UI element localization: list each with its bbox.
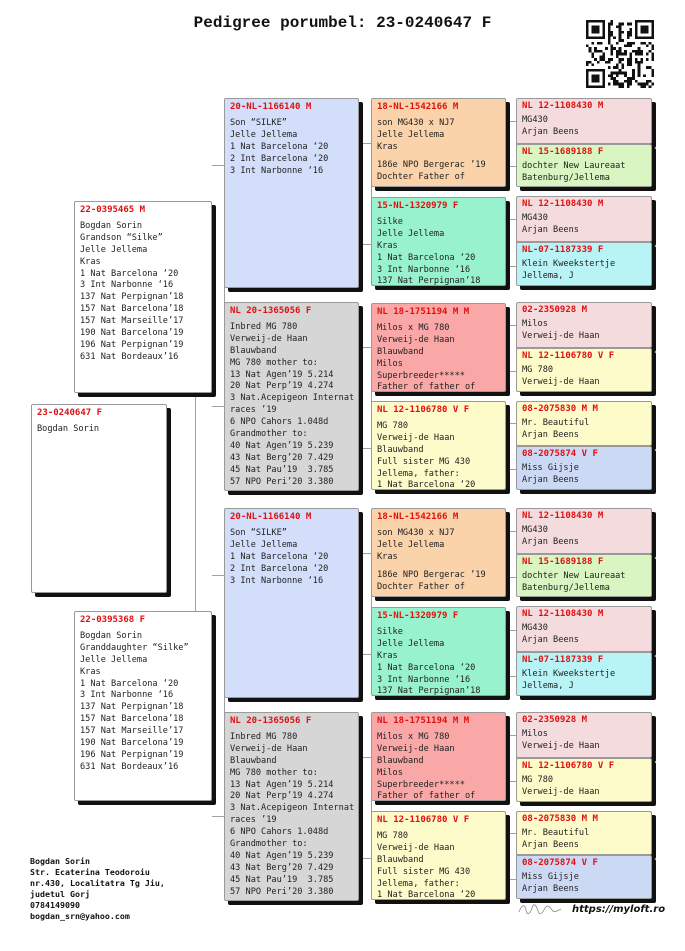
parent-card-sire[interactable] xyxy=(74,201,212,393)
pedigree-line: Verweij-de Haan xyxy=(377,842,455,853)
pedigree-line: 3 Int Narbonne ‘16 xyxy=(230,165,324,176)
pedigree-line: Inbred MG 780 xyxy=(230,321,298,332)
pedigree-line: Milos x MG 780 xyxy=(377,731,450,742)
signature-icon xyxy=(517,902,563,916)
pedigree-line: Kras xyxy=(80,666,101,677)
pedigree-line: 2 Int Barcelona ‘20 xyxy=(230,153,329,164)
pedigree-line: 137 Nat Perpignan’18 xyxy=(377,686,481,696)
pedigree-line: Son “SILKE” xyxy=(230,117,287,128)
gen4-lines xyxy=(522,259,646,283)
pedigree-line: races ’19 xyxy=(230,815,277,826)
pedigree-line: Mr. Beautiful xyxy=(522,827,590,838)
ggp-ring: 15-NL-1320979 F xyxy=(377,201,459,211)
pedigree-line: 1 Nat Barcelona ‘20 xyxy=(377,662,476,673)
pedigree-line: MG 780 mother to: xyxy=(230,357,318,368)
pedigree-line: Miss Gijsje xyxy=(522,462,579,473)
grandparent-lines xyxy=(230,322,353,489)
parent-lines xyxy=(80,631,206,774)
pedigree-line: Miss Gijsje xyxy=(522,871,579,882)
pedigree-line: 186e NPO Bergerac ’19 xyxy=(377,569,486,580)
gen4-card[interactable] xyxy=(516,652,652,696)
pedigree-line: 631 Nat Bordeaux’16 xyxy=(80,351,179,362)
pedigree-line: 3 Nat.Acepigeon Internat xyxy=(230,803,355,814)
gen4-lines xyxy=(522,669,646,693)
pedigree-line: Silke xyxy=(377,216,403,227)
pedigree-line: 3 Nat.Acepigeon Internat xyxy=(230,393,355,404)
pedigree-line: Full sister MG 430 xyxy=(377,456,471,467)
great-grandparent-card[interactable] xyxy=(371,98,506,187)
pedigree-line: Jelle Jellema xyxy=(377,539,445,550)
pedigree-line: MG 780 xyxy=(522,774,554,785)
gen4-card[interactable] xyxy=(516,554,652,597)
pedigree-line: Kras xyxy=(377,240,398,251)
gen4-card[interactable] xyxy=(516,302,652,348)
pedigree-line: MG 780 mother to: xyxy=(230,767,318,778)
pedigree-line: 3 Int Narbonne ‘16 xyxy=(377,674,471,685)
pedigree-line: MG430 xyxy=(522,524,548,535)
pedigree-line: Klein Kweekstertje xyxy=(522,668,616,679)
ggp-lines xyxy=(377,627,500,696)
pedigree-line: Superbreeder***** xyxy=(377,779,465,790)
pedigree-line: dochter New Laureaat xyxy=(522,570,626,581)
pedigree-line: Arjan Beens xyxy=(522,839,579,850)
pedigree-line: Verweij-de Haan xyxy=(377,743,455,754)
gen4-ring: 08-2075830 M M xyxy=(522,404,598,414)
pedigree-line: Dochter Father of xyxy=(377,581,465,592)
pedigree-line: races ’19 xyxy=(230,405,277,416)
pedigree-line: 631 Nat Bordeaux’16 xyxy=(80,761,179,772)
gen4-card[interactable] xyxy=(516,242,652,286)
great-grandparent-card[interactable] xyxy=(371,811,506,900)
pedigree-line: 1 Nat Barcelona ‘20 xyxy=(230,551,329,562)
pedigree-line: Arjan Beens xyxy=(522,634,579,645)
pedigree-line: Blauwband xyxy=(230,755,277,766)
parent-ring: 22-0395368 F xyxy=(80,615,146,625)
gen4-ring: NL-07-1187339 F xyxy=(522,245,604,255)
grandparent-card[interactable] xyxy=(224,712,359,901)
pedigree-line: 43 Nat Berg’20 7.429 xyxy=(230,862,334,873)
pedigree-line: Blauwband xyxy=(377,346,424,357)
ggp-ring: 18-NL-1542166 M xyxy=(377,102,459,112)
great-grandparent-card[interactable] xyxy=(371,197,506,286)
ggp-ring: NL 18-1751194 M M xyxy=(377,307,470,317)
ggp-lines xyxy=(377,528,500,594)
pedigree-line: Jelle Jellema xyxy=(377,638,445,649)
pedigree-line: 6 NPO Cahors 1.048d xyxy=(230,417,329,428)
pedigree-line: 157 Nat Marseille’17 xyxy=(80,316,184,327)
pedigree-line: Grandson “Silke” xyxy=(80,232,163,243)
pedigree-line: MG 780 xyxy=(522,364,554,375)
pedigree-line: Jellema, father: xyxy=(377,878,460,889)
pedigree-line: son MG430 x NJ7 xyxy=(377,527,455,538)
pedigree-line: MG430 xyxy=(522,114,548,125)
pedigree-line: 6 NPO Cahors 1.048d xyxy=(230,827,329,838)
pedigree-line: Arjan Beens xyxy=(522,126,579,137)
owner-address: Str. Ecaterina Teodoroiu xyxy=(30,867,150,877)
pedigree-line: Milos xyxy=(377,358,403,369)
gen4-card[interactable] xyxy=(516,508,652,554)
pedigree-line: Bogdan Sorin xyxy=(80,220,143,231)
ggp-ring: NL 12-1106780 V F xyxy=(377,405,470,415)
pedigree-line: 157 Nat Barcelona’18 xyxy=(80,304,184,315)
gen4-lines xyxy=(522,418,646,442)
grandparent-card[interactable] xyxy=(224,508,359,698)
parent-card-dam[interactable] xyxy=(74,611,212,801)
pedigree-line: 1 Nat Barcelona ‘20 xyxy=(80,678,179,689)
great-grandparent-card[interactable] xyxy=(371,303,506,392)
gen4-card[interactable] xyxy=(516,811,652,855)
gen4-card[interactable] xyxy=(516,446,652,490)
gen4-ring: 08-2075874 V F xyxy=(522,449,598,459)
pedigree-line: Kras xyxy=(80,256,101,267)
pedigree-line: Arjan Beens xyxy=(522,429,579,440)
gen4-lines xyxy=(522,828,646,852)
gen4-lines xyxy=(522,571,646,595)
pedigree-line: Jelle Jellema xyxy=(230,129,298,140)
pedigree-line: dochter New Laureaat xyxy=(522,160,626,171)
pedigree-line: Jelle Jellema xyxy=(230,539,298,550)
pedigree-line: Arjan Beens xyxy=(522,474,579,485)
gen4-ring: NL-07-1187339 F xyxy=(522,655,604,665)
pedigree-line: Verweij-de Haan xyxy=(522,786,600,797)
pedigree-line: Jelle Jellema xyxy=(377,129,445,140)
grandparent-ring: NL 20-1365056 F xyxy=(230,306,312,316)
pedigree-line: Verweij-de Haan xyxy=(522,376,600,387)
ggp-lines xyxy=(377,323,500,392)
pedigree-line: Mr. Beautiful xyxy=(522,417,590,428)
owner-name: Bogdan Sorin xyxy=(30,856,90,866)
pedigree-line: Jellema, J xyxy=(522,270,574,281)
gen4-lines xyxy=(522,319,646,343)
gen4-card[interactable] xyxy=(516,855,652,899)
pedigree-line: 20 Nat Perp’19 4.274 xyxy=(230,791,334,802)
pedigree-line: 57 NPO Peri’20 3.380 xyxy=(230,476,334,487)
gen4-card[interactable] xyxy=(516,144,652,187)
pedigree-line: Jelle Jellema xyxy=(80,244,148,255)
pedigree-line: 1 Nat Barcelona ‘20 xyxy=(377,890,476,900)
pedigree-line: MG 780 xyxy=(377,830,409,841)
pedigree-line: Silke xyxy=(377,626,403,637)
pedigree-line: 40 Nat Agen’19 5.239 xyxy=(230,440,334,451)
pedigree-line: Milos xyxy=(377,767,403,778)
grandparent-card[interactable] xyxy=(224,302,359,491)
gen4-lines xyxy=(522,365,646,389)
pedigree-line: 3 Int Narbonne ‘16 xyxy=(377,264,471,275)
pedigree-line: Grandmother to: xyxy=(230,429,308,440)
gen4-ring: NL 12-1108430 M xyxy=(522,199,604,209)
gen4-lines xyxy=(522,115,646,139)
pedigree-line: Full sister MG 430 xyxy=(377,866,471,877)
qr-code-icon xyxy=(586,20,654,88)
pedigree-line: Kras xyxy=(377,551,398,562)
gen4-card[interactable] xyxy=(516,606,652,652)
gen4-lines xyxy=(522,872,646,896)
gen4-card[interactable] xyxy=(516,98,652,144)
pedigree-line: Inbred MG 780 xyxy=(230,731,298,742)
pedigree-line: Verweij-de Haan xyxy=(230,333,308,344)
pedigree-line: 157 Nat Barcelona’18 xyxy=(80,714,184,725)
pedigree-line: 137 Nat Perpignan’18 xyxy=(377,276,481,286)
subject-lines xyxy=(37,424,161,436)
pedigree-line: 40 Nat Agen’19 5.239 xyxy=(230,850,334,861)
gen4-ring: NL 12-1108430 M xyxy=(522,511,604,521)
gen4-ring: 08-2075874 V F xyxy=(522,858,598,868)
pedigree-line: Kras xyxy=(377,141,398,152)
pedigree-line: Grandmother to: xyxy=(230,839,308,850)
gen4-card[interactable] xyxy=(516,712,652,758)
owner-address: nr.430, Localitatra Tg Jiu, xyxy=(30,878,165,888)
gen4-lines xyxy=(522,775,646,799)
pedigree-line: MG430 xyxy=(522,212,548,223)
gen4-lines xyxy=(522,623,646,647)
grandparent-lines xyxy=(230,528,353,588)
ggp-ring: NL 12-1106780 V F xyxy=(377,815,470,825)
pedigree-line: 43 Nat Berg’20 7.429 xyxy=(230,452,334,463)
grandparent-ring: 20-NL-1166140 M xyxy=(230,102,312,112)
pedigree-line: Batenburg/Jellema xyxy=(522,172,610,183)
gen4-card[interactable] xyxy=(516,401,652,446)
gen4-ring: 02-2350928 M xyxy=(522,715,588,725)
pedigree-line: 196 Nat Perpignan’19 xyxy=(80,749,184,760)
parent-lines xyxy=(80,221,206,364)
grandparent-card[interactable] xyxy=(224,98,359,288)
pedigree-line: 1 Nat Barcelona ‘20 xyxy=(377,480,476,490)
footer-url[interactable]: https://myloft.ro xyxy=(572,904,666,915)
ggp-lines xyxy=(377,421,500,490)
pedigree-line: Verweij-de Haan xyxy=(522,330,600,341)
gen4-lines xyxy=(522,729,646,753)
grandparent-ring: NL 20-1365056 F xyxy=(230,716,312,726)
pedigree-line: 45 Nat Pau’19 3.785 xyxy=(230,874,334,885)
gen4-lines xyxy=(522,463,646,487)
gen4-lines xyxy=(522,213,646,237)
gen4-ring: NL 15-1689188 F xyxy=(522,557,604,567)
pedigree-line: 1 Nat Barcelona ‘20 xyxy=(230,141,329,152)
gen4-ring: NL 12-1106780 V F xyxy=(522,351,615,361)
pedigree-line: Father of father of xyxy=(377,791,476,801)
ggp-lines xyxy=(377,217,500,286)
owner-address: judetul Gorj xyxy=(30,889,90,899)
subject-card[interactable] xyxy=(31,404,167,593)
pedigree-line: Batenburg/Jellema xyxy=(522,582,610,593)
ggp-lines xyxy=(377,118,500,184)
great-grandparent-card[interactable] xyxy=(371,712,506,801)
pedigree-line: Milos x MG 780 xyxy=(377,322,450,333)
ggp-ring: 15-NL-1320979 F xyxy=(377,611,459,621)
pedigree-line: Blauwband xyxy=(377,444,424,455)
pedigree-line: 196 Nat Perpignan’19 xyxy=(80,339,184,350)
pedigree-line: 137 Nat Perpignan’18 xyxy=(80,292,184,303)
pedigree-line: Verweij-de Haan xyxy=(377,334,455,345)
gen4-ring: NL 12-1106780 V F xyxy=(522,761,615,771)
pedigree-line: 137 Nat Perpignan’18 xyxy=(80,702,184,713)
pedigree-line: 3 Int Narbonne ‘16 xyxy=(80,690,174,701)
owner-email: bogdan_srn@yahoo.com xyxy=(30,911,130,921)
pedigree-line: 57 NPO Peri’20 3.380 xyxy=(230,886,334,897)
pedigree-line: Jellema, J xyxy=(522,680,574,691)
gen4-ring: 02-2350928 M xyxy=(522,305,588,315)
pedigree-line: 1 Nat Barcelona ‘20 xyxy=(377,252,476,263)
ggp-lines xyxy=(377,732,500,801)
pedigree-line: 13 Nat Agen’19 5.214 xyxy=(230,779,334,790)
owner-phone: 0784149090 xyxy=(30,900,80,910)
gen4-ring: NL 12-1108430 M xyxy=(522,609,604,619)
pedigree-line: 157 Nat Marseille’17 xyxy=(80,726,184,737)
pedigree-line: 190 Nat Barcelona’19 xyxy=(80,738,184,749)
gen4-card[interactable] xyxy=(516,348,652,392)
pedigree-line: son MG430 x NJ7 xyxy=(377,117,455,128)
pedigree-line: 2 Int Barcelona ‘20 xyxy=(230,563,329,574)
grandparent-lines xyxy=(230,118,353,178)
page-title: Pedigree porumbel: 23-0240647 F xyxy=(193,14,492,32)
pedigree-line: 1 Nat Barcelona ‘20 xyxy=(80,268,179,279)
pedigree-line: Verweij-de Haan xyxy=(230,743,308,754)
pedigree-line: MG 780 xyxy=(377,420,409,431)
ggp-ring: NL 18-1751194 M M xyxy=(377,716,470,726)
pedigree-line: Arjan Beens xyxy=(522,224,579,235)
pedigree-line: Bogdan Sorin xyxy=(80,630,143,641)
pedigree-line: Arjan Beens xyxy=(522,536,579,547)
gen4-ring: 08-2075830 M M xyxy=(522,814,598,824)
grandparent-lines xyxy=(230,732,353,899)
pedigree-line: Father of father of xyxy=(377,382,476,392)
pedigree-line: Blauwband xyxy=(377,755,424,766)
pedigree-line: Blauwband xyxy=(377,854,424,865)
gen4-lines xyxy=(522,525,646,549)
pedigree-line: 190 Nat Barcelona’19 xyxy=(80,328,184,339)
owner-info xyxy=(30,856,165,922)
ggp-ring: 18-NL-1542166 M xyxy=(377,512,459,522)
pedigree-line: Jelle Jellema xyxy=(377,228,445,239)
gen4-card[interactable] xyxy=(516,196,652,242)
pedigree-line: 45 Nat Pau’19 3.785 xyxy=(230,464,334,475)
pedigree-line: Blauwband xyxy=(230,345,277,356)
pedigree-line: 13 Nat Agen’19 5.214 xyxy=(230,369,334,380)
pedigree-line: Jelle Jellema xyxy=(80,654,148,665)
gen4-lines xyxy=(522,161,646,185)
pedigree-line: Verweij-de Haan xyxy=(522,740,600,751)
pedigree-line: Verweij-de Haan xyxy=(377,432,455,443)
pedigree-line: MG430 xyxy=(522,622,548,633)
pedigree-line: 186e NPO Bergerac ’19 xyxy=(377,159,486,170)
pedigree-line: Superbreeder***** xyxy=(377,370,465,381)
pedigree-line: Granddaughter “Silke” xyxy=(80,642,189,653)
ggp-lines xyxy=(377,831,500,900)
pedigree-line: 3 Int Narbonne ‘16 xyxy=(230,575,324,586)
pedigree-line: Dochter Father of xyxy=(377,171,465,182)
gen4-ring: NL 15-1689188 F xyxy=(522,147,604,157)
pedigree-line: Milos xyxy=(522,318,548,329)
grandparent-ring: 20-NL-1166140 M xyxy=(230,512,312,522)
pedigree-line: Arjan Beens xyxy=(522,883,579,894)
subject-ring: 23-0240647 F xyxy=(37,408,103,418)
great-grandparent-card[interactable] xyxy=(371,607,506,696)
pedigree-line: Kras xyxy=(377,650,398,661)
pedigree-line: 3 Int Narbonne ‘16 xyxy=(80,280,174,291)
pedigree-line: Milos xyxy=(522,728,548,739)
pedigree-line: Bogdan Sorin xyxy=(37,423,100,434)
pedigree-line: 20 Nat Perp’19 4.274 xyxy=(230,381,334,392)
pedigree-line: Jellema, father: xyxy=(377,468,460,479)
gen4-card[interactable] xyxy=(516,758,652,802)
pedigree-line: Klein Kweekstertje xyxy=(522,258,616,269)
parent-ring: 22-0395465 M xyxy=(80,205,146,215)
pedigree-line: Son “SILKE” xyxy=(230,527,287,538)
great-grandparent-card[interactable] xyxy=(371,508,506,597)
gen4-ring: NL 12-1108430 M xyxy=(522,101,604,111)
great-grandparent-card[interactable] xyxy=(371,401,506,490)
